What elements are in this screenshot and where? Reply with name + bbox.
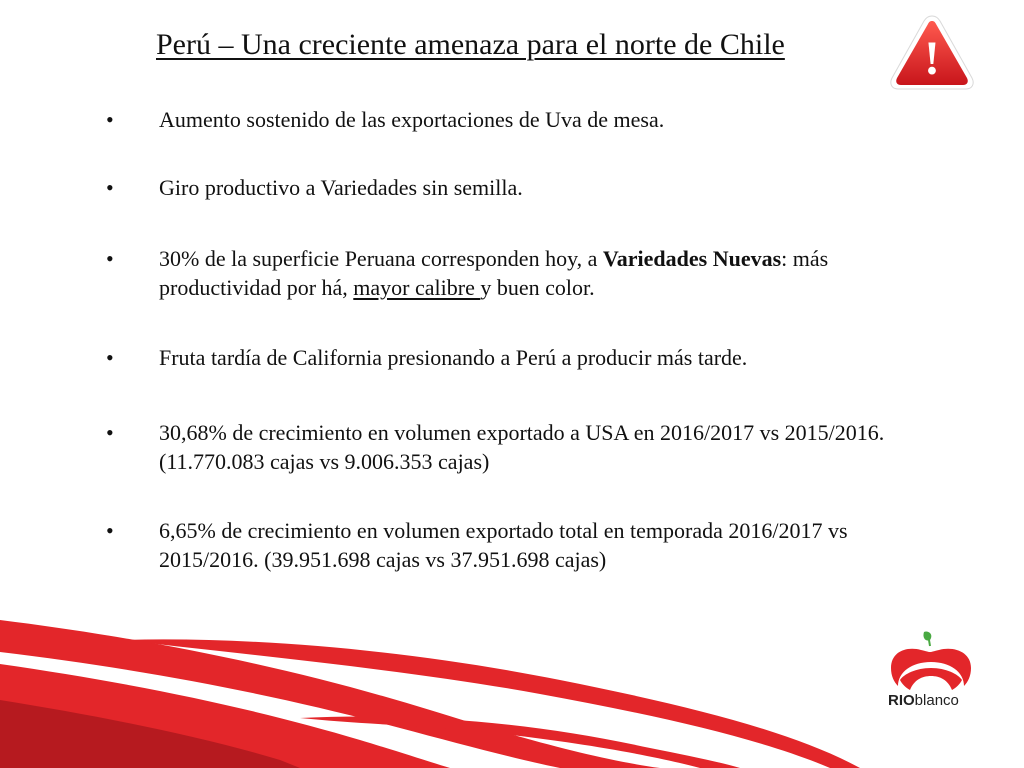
warning-symbol: ! — [924, 32, 940, 85]
bullet-text-part: 30% de la superficie Peruana corresponden hoy, a — [159, 246, 603, 271]
slide-title: Perú – Una creciente amenaza para el norte de Chile — [156, 28, 785, 61]
bullet-text-part: : más productividad por há, — [159, 246, 829, 300]
bullet-text: Giro productivo a Variedades sin semilla. — [159, 175, 523, 200]
warning-triangle-icon — [888, 12, 976, 92]
bullet-text-part: y buen color. — [480, 275, 595, 300]
bullet-text: 6,65% de crecimiento en volumen exportado total en temporada 2016/2017 vs 2015/2016. (39.951.698 cajas vs 37.951.698 cajas) — [159, 518, 848, 572]
bullet-marker: • — [106, 246, 114, 271]
bullet-marker: • — [106, 518, 114, 543]
bullet-text — [159, 244, 939, 302]
bullet-marker: • — [106, 175, 114, 200]
underlined-text: mayor calibre — [353, 275, 481, 300]
logo-wordmark — [888, 692, 959, 709]
bullet-marker: • — [106, 420, 114, 445]
logo-brand-regular: blanco — [914, 692, 959, 709]
bullet-text: 30,68% de crecimiento en volumen exportado a USA en 2016/2017 vs 2015/2016. (11.770.083 cajas vs 9.006.353 cajas) — [159, 420, 885, 474]
bullet-text: Aumento sostenido de las exportaciones de Uva de mesa. — [159, 107, 665, 132]
bullet-text: Fruta tardía de California presionando a Perú a producir más tarde. — [159, 345, 748, 370]
bullet-marker: • — [106, 107, 114, 132]
logo-brand-bold: RIO — [888, 692, 915, 709]
red-swoosh-decoration — [0, 600, 1024, 768]
bullet-marker: • — [106, 345, 114, 370]
bold-text: Variedades Nuevas — [602, 246, 782, 271]
